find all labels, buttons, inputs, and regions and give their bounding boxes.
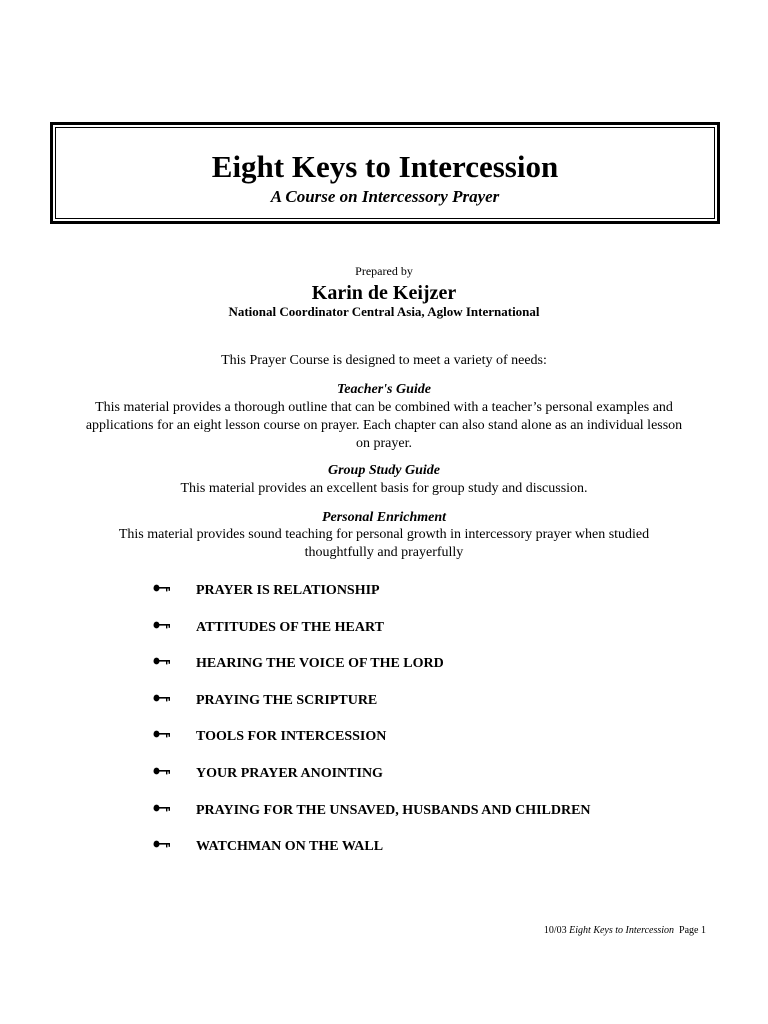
list-item <box>153 838 591 875</box>
document-subtitle: A Course on Intercessory Prayer <box>270 187 500 206</box>
key-label: PRAYER IS RELATIONSHIP <box>196 583 380 598</box>
section-heading-teachers-guide: Teacher's Guide <box>337 382 431 397</box>
intro-text: This Prayer Course is designed to meet a variety of needs: <box>221 353 547 368</box>
key-icon <box>153 692 196 703</box>
key-icon <box>153 728 196 739</box>
list-item <box>153 728 591 765</box>
section-body-group-study-guide: This material provides an excellent basis for group study and discussion. <box>180 481 588 496</box>
list-item <box>153 765 591 802</box>
list-item <box>153 619 591 656</box>
title-box <box>50 122 720 224</box>
key-label: ATTITUDES OF THE HEART <box>196 619 384 635</box>
document-title: Eight Keys to Intercession <box>211 149 559 184</box>
keys-list <box>153 582 591 875</box>
page-footer <box>544 924 706 938</box>
key-label: PRAYING THE SCRIPTURE <box>196 692 378 708</box>
key-label: TOOLS FOR INTERCESSION <box>196 729 387 745</box>
section-body-personal-enrichment: This material provides sound teaching for personal growth in intercessory prayer when studied thoughtfully and prayerfully <box>118 527 650 560</box>
footer-page-number: Page 1 <box>679 925 706 936</box>
title-box-inner <box>55 127 715 219</box>
footer-date: 10/03 <box>543 925 567 936</box>
list-item <box>153 655 591 692</box>
key-label: HEARING THE VOICE OF THE LORD <box>196 656 444 672</box>
key-label: YOUR PRAYER ANOINTING <box>196 765 383 781</box>
key-icon <box>153 582 196 593</box>
key-label: WATCHMAN ON THE WALL <box>196 839 384 855</box>
author-affiliation: National Coordinator Central Asia, Aglow International <box>228 304 540 319</box>
section-body-teachers-guide: This material provides a thorough outline that can be combined with a teacher’s personal examples and applications for an eight lesson course on prayer. Each chapter can also stand alone as an individual lesson on prayer. <box>85 400 683 451</box>
key-icon <box>153 838 196 849</box>
list-item <box>153 802 591 839</box>
prepared-by-label: Prepared by <box>355 264 413 278</box>
footer-doc-title: Eight Keys to Intercession <box>569 925 675 936</box>
key-label: PRAYING FOR THE UNSAVED, HUSBANDS AND CHILDREN <box>196 802 591 818</box>
list-item <box>153 692 591 729</box>
key-icon <box>153 765 196 776</box>
section-heading-personal-enrichment: Personal Enrichment <box>321 510 447 525</box>
section-heading-group-study-guide: Group Study Guide <box>327 463 441 478</box>
key-icon <box>153 619 196 630</box>
list-item <box>153 582 591 619</box>
key-icon <box>153 802 196 813</box>
author-name: Karin de Keijzer <box>311 282 457 304</box>
key-icon <box>153 655 196 666</box>
